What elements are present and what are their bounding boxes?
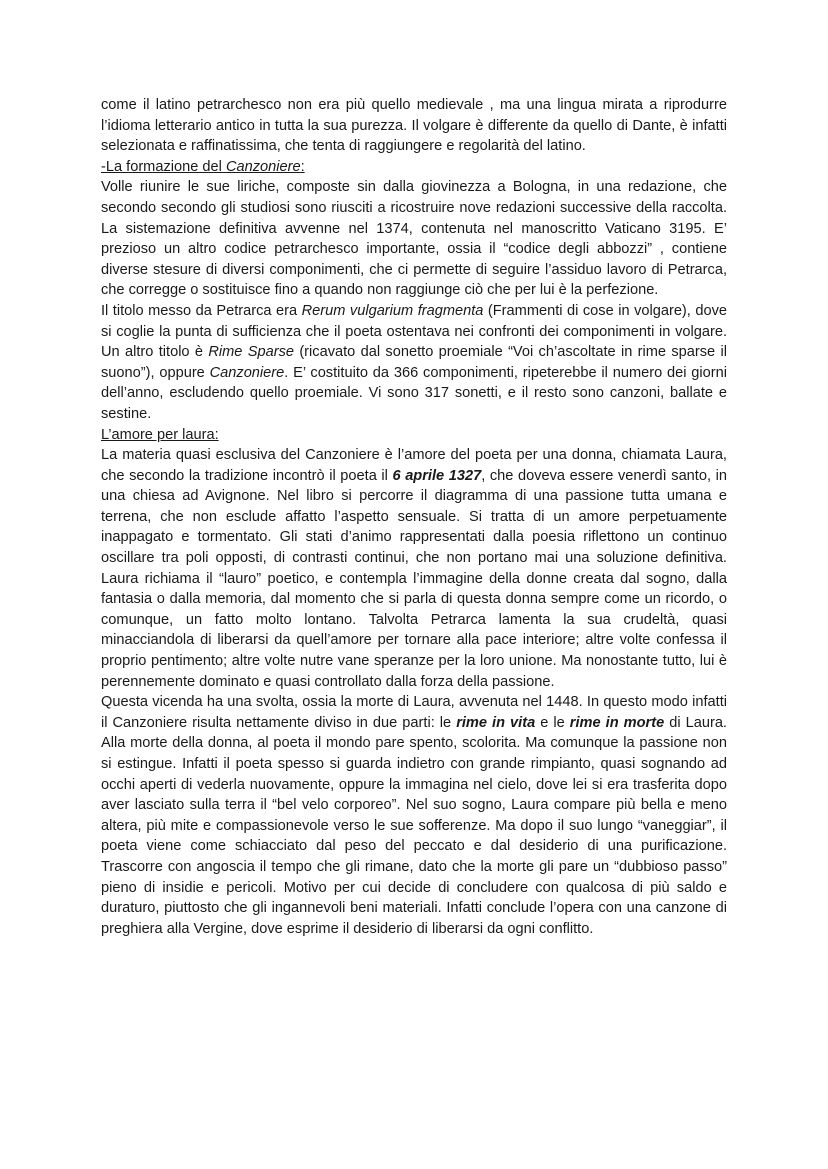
titolo-text-3: (ricavato dal sonetto proemiale “Voi ch’ascoltate in rime sparse il suono”), oppure <box>101 344 727 381</box>
titolo-text-4: . E’ costituito da 366 componimenti, ripeterebbe il numero dei giorni dell’anno, escludendo quello proemiale. Vi sono 317 sonetti, e il resto sono canzoni, ballate e sestine. <box>101 364 727 422</box>
titolo-italic-1: Rerum vulgarium fragmenta <box>301 302 484 319</box>
amore-text-1: La materia quasi esclusiva del Canzoniere è l’amore del poeta per una donna, chiamata Laura, che secondo la tradizione incontrò il poeta il <box>101 447 727 484</box>
titolo-text-2: (Frammenti di cose in volgare), dove si coglie la punta di sufficienza che il poeta ostentava nei confronti dei componimenti in volgare. Un altro titolo è <box>101 302 728 361</box>
heading-formazione <box>101 157 727 178</box>
morte-text-3: di Laura. Alla morte della donna, al poeta il mondo pare spento, scolorita. Ma comunque la passione non si estingue. Infatti il poeta spesso si guarda indietro con grande rimpianto, quasi sognando ad occhi aperti di vederla nuovamente, oppure la immagina nel cielo, dove lei si era trasferita dopo aver lasciato sulla terra il “bel velo corporeo”. Nel suo sogno, Laura compare più bella e meno altera, più mite e compassionevole verso le sue sofferenze. Ma dopo il suo lungo “vaneggiar”, il poeta viene come schiacciato dal peso del peccato e dal desiderio di una purificazione. Trascorre con angoscia il tempo che gli rimane, dato che la morte gli pare un “dubbioso passo” pieno di insidie e pericoli. Motivo per cui decide di concludere con qualcosa di più saldo e duraturo, piuttosto che gli ingannevoli beni materiali. Infatti conclude l’opera con una canzone di preghiera alla Vergine, dove esprime il desiderio di liberarsi da ogni conflitto. <box>101 714 727 937</box>
heading-formazione-suffix: : <box>300 158 305 175</box>
titolo-italic-2: Rime Sparse <box>208 344 294 361</box>
paragraph-formazione: Volle riunire le sue liriche, composte sin dalla giovinezza a Bologna, in una redazione, che secondo secondo gli studiosi sono riusciti a ricostruire nove redazioni successive della raccolta. La sistemazione definitiva avvenne nel 1374, contenuta nel manoscritto Vaticano 3195. E’ prezioso un altro codice petrarchesco importante, ossia il “codice degli abbozzi” , contiene diverse stesure di diversi componimenti, che ci permette di seguire l’assiduo lavoro di Petrarca, che corregge o sostituisce fino a quando non raggiunge ciò che per lui è la perfezione. <box>101 179 727 299</box>
paragraph-titolo <box>101 301 727 425</box>
amore-text-2: , che doveva essere venerdì santo, in una chiesa ad Avignone. Nel libro si percorre il diagramma di una passione tutta umana e terrena, che non esclude affatto l’aspetto sensuale. Si tratta di un amore perpetuamente inappagato e tormentato. Gli stati d’animo rappresentati dalla poesia riflettono un continuo oscillare tra poli opposti, di contrasti continui, che non portano mai una soluzione definitiva. Laura richiama il “lauro” poetico, e contempla l’immagine della donne creata dal sogno, dalla fantasia o dalla memoria, dal momento che si parla di questa donna sempre come un ricordo, o comunque, un fatto molto lontano. Talvolta Petrarca lamenta la sua crudeltà, quasi minacciandola di liberarsi da quell’amore per tornare alla pace interiore; altre volte confessa il proprio pentimento; altre volte nutre vane speranze per la loro unione. Ma nonostante tutto, lui è perennemente dominato e quasi controllato dalla forza della passione. <box>101 467 727 690</box>
heading-formazione-italic: Canzoniere <box>225 158 301 175</box>
morte-text-2: e le <box>535 714 570 731</box>
heading-formazione-prefix: -La formazione del <box>101 158 226 175</box>
titolo-italic-3: Canzoniere <box>209 364 285 381</box>
paragraph-amore <box>101 445 727 692</box>
heading-amore: L’amore per laura: <box>101 426 219 443</box>
amore-date: 6 aprile 1327 <box>392 467 482 484</box>
morte-text-1: Questa vicenda ha una svolta, ossia la morte di Laura, avvenuta nel 1448. In questo modo infatti il Canzoniere risulta nettamente diviso in due parti: le <box>101 694 727 731</box>
titolo-text-1: Il titolo messo da Petrarca era <box>101 302 302 319</box>
morte-rime-in-morte: rime in morte <box>569 714 665 731</box>
document-page <box>101 95 727 939</box>
morte-rime-in-vita: rime in vita <box>456 714 536 731</box>
paragraph-morte <box>101 692 727 939</box>
paragraph-intro: come il latino petrarchesco non era più quello medievale , ma una lingua mirata a riprodurre l’idioma letterario antico in tutta la sua purezza. Il volgare è differente da quello di Dante, è infatti selezionata e raffinatissima, che tenta di raggiungere e regolarità del latino. <box>101 97 727 155</box>
